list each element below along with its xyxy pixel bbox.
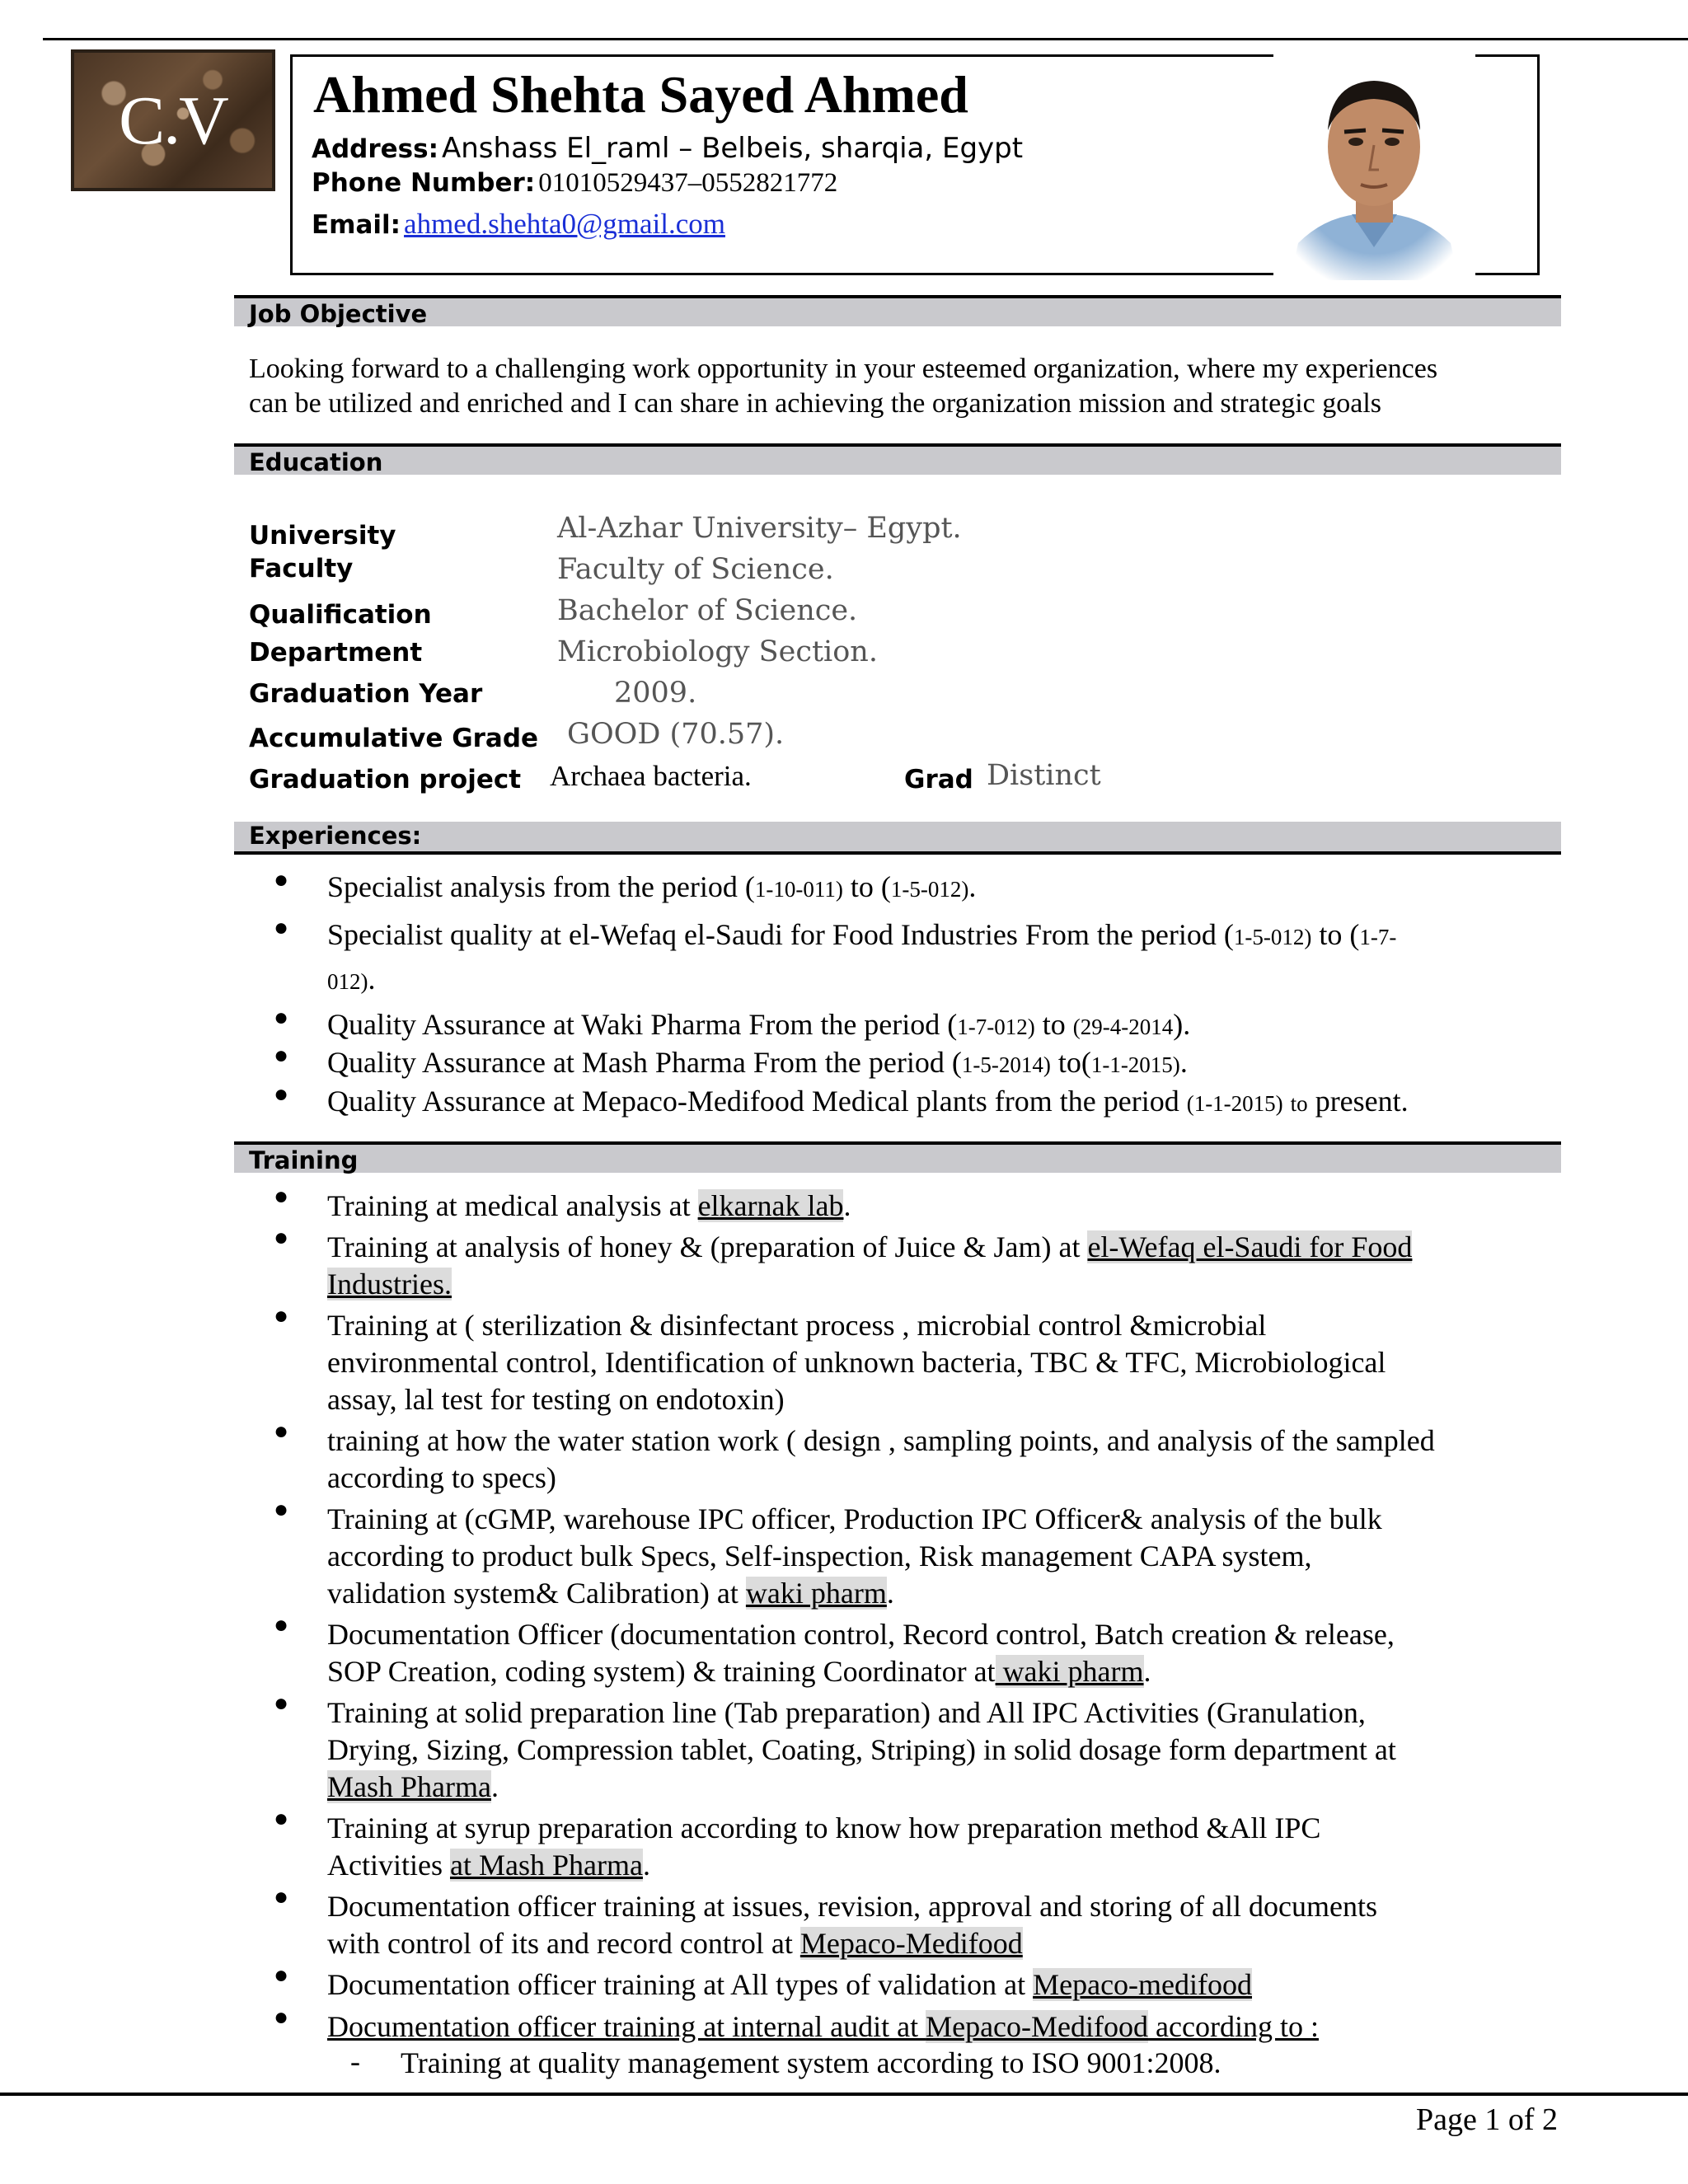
training-highlight-link[interactable]: Mash Pharma [327,1770,491,1803]
training-section-bar [234,1141,1561,1173]
page-number: Page 1 of 2 [1416,2102,1559,2137]
training-text: training at how the water station work ( design , sampling points, and analysis of the sampled [327,1424,1435,1457]
training-title: Training [249,1146,359,1174]
training-sub-dash: - [350,2045,360,2078]
training-line [327,1306,1266,1345]
job-objective-line-1: Looking forward to a challenging work opportunity in your esteemed organization, where my experiences [249,354,1438,384]
bullet: ● [274,1004,289,1031]
qualification-value: Bachelor of Science. [557,594,858,627]
address-value: Anshass El_raml – Belbeis, sharqia, Egypt [442,132,1024,165]
phone-value: 01010529437–0552821772 [538,168,838,198]
training-text: Training at ( sterilization & disinfectant process , microbial control &microbial [327,1309,1267,1342]
experience-item [327,960,376,1001]
accumulative-grade-label: Accumulative Grade [249,724,539,753]
experience-part-d2: 1-7- [1359,925,1397,949]
experience-part-d1: 1-7-012) [957,1015,1035,1039]
training-highlight-link[interactable]: Industries. [327,1268,452,1301]
training-line [327,1187,851,1226]
faculty-label: Faculty [249,554,354,583]
experience-item [327,1005,1190,1047]
training-line [327,1731,1396,1769]
training-text: environmental control, Identification of unknown bacteria, TBC & TFC, Microbiological [327,1346,1386,1379]
bullet: ● [274,1302,289,1329]
project-grade-label: Grad [904,765,973,794]
experience-part-d2: 1-5-012) [890,877,969,902]
training-text: Documentation officer training at issues, revision, approval and storing of all documents [327,1890,1378,1923]
job-objective-line-2: can be utilized and enriched and I can share in achieving the organization mission and strategic goals [249,388,1381,419]
training-text: Training at (cGMP, warehouse IPC officer, Production IPC Officer& analysis of the bulk [327,1502,1382,1535]
bullet: ● [274,2004,289,2031]
bullet: ● [274,1805,289,1832]
profile-photo [1273,49,1475,280]
experience-part-d2: to [1290,1091,1308,1116]
training-highlight-link[interactable]: waki pharm [995,1655,1144,1688]
training-line [327,1615,1395,1654]
training-line [327,1809,1320,1848]
training-line [327,1380,785,1419]
training-highlight-link[interactable]: Mepaco-Medifood [799,1927,1023,1960]
experience-part-c: ). [1173,1008,1191,1041]
phone-label: Phone Number: [312,168,536,198]
experience-part-b: to( [1050,1046,1091,1079]
bullet: ● [274,914,289,941]
bullet: ● [274,1224,289,1251]
training-line [327,1652,1151,1691]
training-text: according to specs) [327,1461,556,1494]
email-link[interactable]: ahmed.shehta0@gmail.com [404,208,725,240]
training-line [327,1265,452,1304]
bullet: ● [274,1690,289,1717]
training-highlight-link[interactable]: elkarnak lab [697,1189,844,1222]
top-rule [43,38,1688,40]
email-label: Email: [312,210,401,240]
training-text: Documentation Officer (documentation control, Record control, Batch creation & release, [327,1618,1395,1651]
experience-part-b: to ( [842,870,891,903]
training-last-post: according to : [1148,2010,1319,2043]
experience-part-d1: 1-5-012) [1233,925,1312,949]
training-text: validation system& Calibration) at [327,1577,746,1610]
faculty-value: Faculty of Science. [557,553,834,586]
experience-item [327,868,976,909]
experience-part-a: Quality Assurance at Mepaco-Medifood Medical plants from the period [327,1085,1187,1118]
department-label: Department [249,638,423,668]
experience-part-d1: 012) [327,969,368,994]
training-text: Activities [327,1849,450,1882]
experience-part-b: to ( [1311,918,1360,951]
training-line [327,1768,499,1807]
training-line [327,1924,1023,1963]
training-text: Training at medical analysis at [327,1189,698,1222]
experience-part-a: Specialist quality at el-Wefaq el-Saudi for Food Industries From the period ( [327,918,1234,951]
experience-part-b: to [1034,1008,1073,1041]
experience-part-d2: 1-1-2015) [1090,1052,1180,1077]
experience-item [327,916,1396,957]
training-line [327,1343,1386,1382]
training-text: with control of its and record control at [327,1927,800,1960]
phone-line [312,168,837,199]
training-line [327,1537,1312,1576]
candidate-name: Ahmed Shehta Sayed Ahmed [313,65,968,124]
bullet: ● [274,866,289,893]
training-highlight-link[interactable]: el-Wefaq el-Saudi for Food [1087,1230,1413,1263]
experience-item [327,1043,1188,1085]
bullet: ● [274,1496,289,1523]
experience-part-a: Specialist analysis from the period ( [327,870,755,903]
training-highlight-link[interactable]: waki pharm [745,1577,887,1610]
training-last-pre: Documentation officer training at internal audit at [327,2010,926,2043]
experience-item [327,1082,1409,1123]
graduation-project-label: Graduation project [249,765,522,794]
job-objective-section-bar [234,295,1561,326]
bullet: ● [274,1080,289,1108]
training-text: Training at analysis of honey & (preparation of Juice & Jam) at [327,1230,1088,1263]
address-label: Address: [312,134,438,164]
training-text: Training at solid preparation line (Tab preparation) and All IPC Activities (Granulation, [327,1696,1366,1729]
training-line [327,1966,1252,2004]
experience-part-a: Quality Assurance at Mash Pharma From the period ( [327,1046,962,1079]
experience-part-d1: 1-10-011) [754,877,843,902]
training-line [327,1500,1382,1539]
department-value: Microbiology Section. [557,635,878,668]
training-text: Training at syrup preparation according to know how preparation method &All IPC [327,1811,1321,1844]
project-grade-value: Distinct [987,759,1101,792]
education-title: Education [249,448,383,476]
email-line [312,208,725,241]
training-line [327,1228,1412,1267]
cv-logo [71,49,275,191]
training-text: according to product bulk Specs, Self-inspection, Risk management CAPA system, [327,1540,1312,1572]
experience-part-c: present. [1307,1085,1409,1118]
experience-part-a: Quality Assurance at Waki Pharma From the period ( [327,1008,958,1041]
experience-part-b: . [368,963,376,996]
training-text: Documentation officer training at All types of validation at [327,1968,1034,2001]
training-sub-item: Training at quality management system according to ISO 9001:2008. [401,2046,1221,2079]
training-line [327,1694,1366,1732]
graduation-year-label: Graduation Year [249,679,483,709]
experience-part-c: . [968,870,977,903]
accumulative-grade-value: GOOD (70.57). [567,718,785,751]
training-text-end: . [843,1189,851,1222]
bullet: ● [274,1611,289,1638]
experience-part-d1: (1-1-2015) [1186,1091,1283,1116]
university-value: Al-Azhar University– Egypt. [557,512,962,545]
bullet: ● [274,1418,289,1445]
footer-rule [0,2093,1688,2096]
bullet: ● [274,1961,289,1989]
training-line [327,1422,1435,1460]
bullet: ● [274,1183,289,1210]
experience-part-d1: 1-5-2014) [961,1052,1051,1077]
training-line [327,1887,1377,1926]
qualification-label: Qualification [249,600,432,630]
job-objective-title: Job Objective [249,300,428,328]
training-last-link[interactable]: Mepaco-Medifood [926,2010,1149,2043]
training-text: assay, lal test for testing on endotoxin) [327,1383,785,1416]
bullet: ● [274,1042,289,1069]
experiences-section-bar [234,822,1561,855]
training-line [327,1574,894,1613]
graduation-year-value: 2009. [614,677,697,710]
experience-part-b [1283,1085,1291,1118]
education-section-bar [234,443,1561,475]
experience-part-c: . [1179,1046,1188,1079]
graduation-project-value: Archaea bacteria. [550,760,752,792]
training-text-end: . [642,1849,650,1882]
training-text: SOP Creation, coding system) & training Coordinator at [327,1655,996,1688]
training-line [327,1459,556,1497]
training-highlight-link[interactable]: Mepaco-medifood [1033,1968,1253,2001]
bullet: ● [274,1883,289,1910]
training-line [327,1846,650,1885]
training-highlight-link[interactable]: at Mash Pharma [449,1849,643,1882]
training-line-last [327,2008,1319,2046]
experience-part-d2: (29-4-2014 [1072,1015,1174,1039]
training-text-end: . [886,1577,894,1610]
cv-logo-text: C.V [119,82,227,159]
experiences-title: Experiences: [249,822,422,850]
training-text-end: . [1143,1655,1151,1688]
training-text: Drying, Sizing, Compression tablet, Coating, Striping) in solid dosage form department at [327,1733,1396,1766]
training-text-end: . [490,1770,499,1803]
university-label: University [249,521,396,551]
address-line [312,132,1023,165]
